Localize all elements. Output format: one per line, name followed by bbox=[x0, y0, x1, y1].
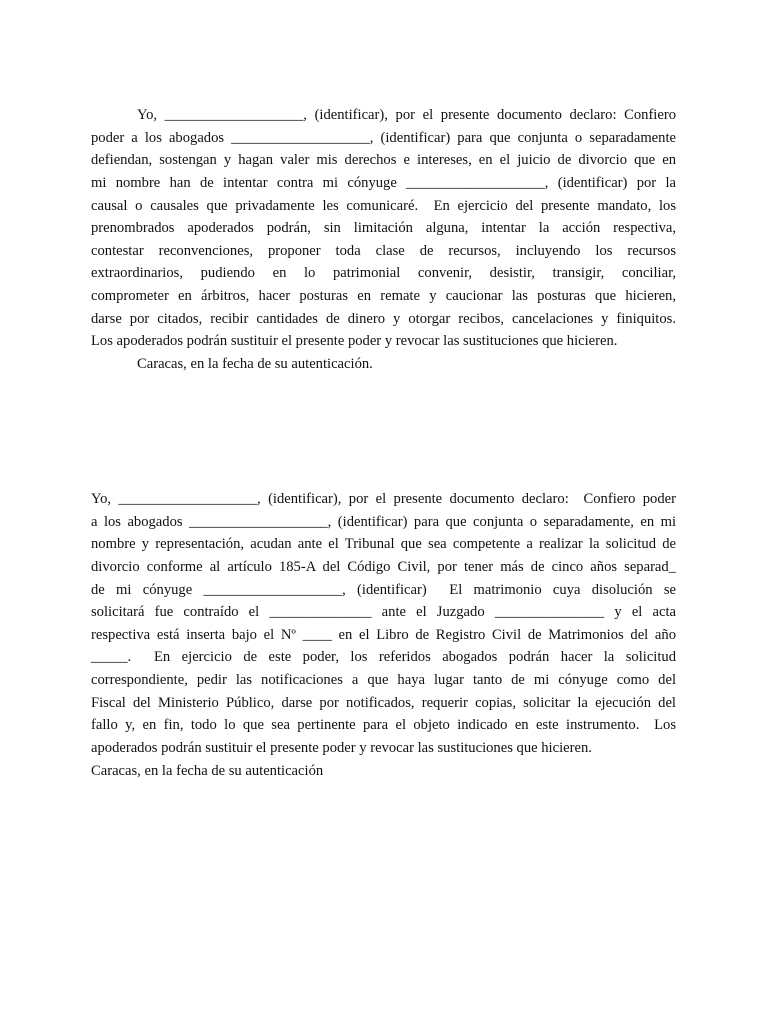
paragraph-line: Yo, ___________________, (identificar), por el presente documento declaro: Confiero poder bbox=[91, 491, 676, 507]
paragraph-line: divorcio conforme al artículo 185-A del Código Civil, por tener más de cinco años separad_ bbox=[91, 558, 676, 575]
paragraph-line: _____. En ejercicio de este poder, los referidos abogados podrán hacer la solicitud bbox=[91, 649, 676, 666]
paragraph-line: apoderados podrán sustituir el presente poder y revocar las sustituciones que hicieren. bbox=[91, 740, 592, 757]
paragraph-line: causal o causales que privadamente les comunicaré. En ejercicio del presente mandato, los bbox=[91, 197, 676, 214]
paragraph-line: comprometer en árbitros, hacer posturas en remate y caucionar las posturas que hicieren, bbox=[91, 288, 676, 305]
power-of-attorney-divorce-185a bbox=[91, 488, 676, 782]
paragraph-line: a los abogados ___________________, (identificar) para que conjunta o separadamente, en mi bbox=[91, 513, 676, 530]
paragraph-line: correspondiente, pedir las notificaciones a que haya lugar tanto de mi cónyuge como del bbox=[91, 672, 676, 689]
place-date-line: Caracas, en la fecha de su autenticación. bbox=[137, 356, 373, 373]
paragraph-line: fallo y, en fin, todo lo que sea pertinente para el objeto indicado en este instrumento. Los bbox=[91, 717, 676, 734]
paragraph-line: respectiva está inserta bajo el Nº ____ en el Libro de Registro Civil de Matrimonios del año bbox=[91, 626, 676, 643]
paragraph-line: poder a los abogados ___________________, (identificar) para que conjunta o separadamente bbox=[91, 129, 676, 146]
paragraph-line: Yo, ___________________, (identificar), por el presente documento declaro: Confiero bbox=[137, 107, 676, 123]
paragraph-line: Fiscal del Ministerio Público, darse por notificados, requerir copias, solicitar la ejecución del bbox=[91, 694, 676, 711]
paragraph-line: nombre y representación, acudan ante el Tribunal que sea competente a realizar la solicitud de bbox=[91, 536, 676, 553]
paragraph-line: prenombrados apoderados podrán, sin limitación alguna, intentar la acción respectiva, bbox=[91, 220, 676, 237]
paragraph-line: defiendan, sostengan y hagan valer mis derechos e intereses, en el juicio de divorcio que en bbox=[91, 152, 676, 169]
paragraph-line: Los apoderados podrán sustituir el presente poder y revocar las sustituciones que hicieren. bbox=[91, 333, 618, 350]
paragraph-line: contestar reconvenciones, proponer toda clase de recursos, incluyendo los recursos bbox=[91, 242, 676, 259]
paragraph-line: extraordinarios, pudiendo en lo patrimonial convenir, desistir, transigir, conciliar, bbox=[91, 265, 676, 282]
place-date-line: Caracas, en la fecha de su autenticación bbox=[91, 762, 324, 779]
paragraph-line: mi nombre han de intentar contra mi cónyuge ___________________, (identificar) por la bbox=[91, 174, 676, 191]
power-of-attorney-divorce-lawsuit bbox=[91, 104, 676, 376]
paragraph-line: de mi cónyuge ___________________, (identificar) El matrimonio cuya disolución se bbox=[91, 581, 676, 598]
paragraph-line: darse por citados, recibir cantidades de dinero y otorgar recibos, cancelaciones y finiquitos. bbox=[91, 310, 676, 327]
paragraph-line: solicitará fue contraído el ______________ ante el Juzgado _______________ y el acta bbox=[91, 604, 676, 621]
